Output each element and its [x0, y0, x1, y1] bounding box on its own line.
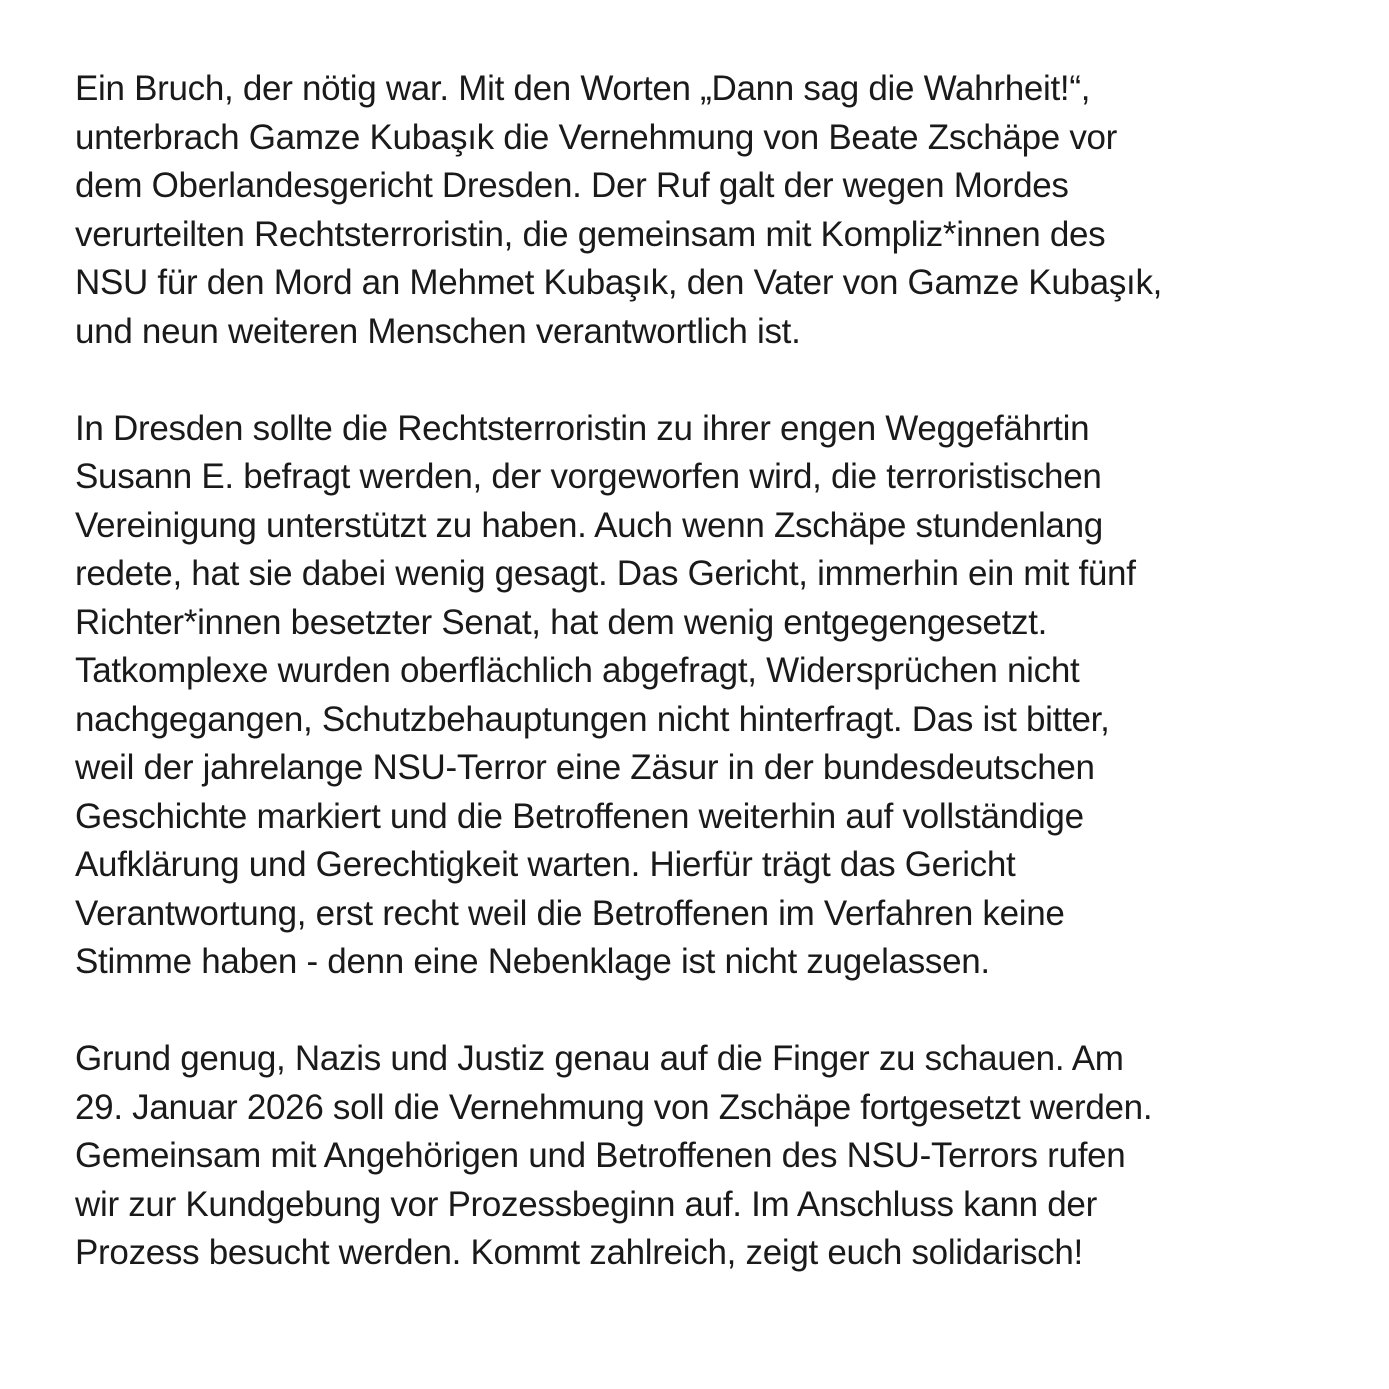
- text-line: redete, hat sie dabei wenig gesagt. Das Gericht, immerhin ein mit fünf: [75, 554, 1136, 593]
- text-line: 29. Januar 2026 soll die Vernehmung von Zschäpe fortgesetzt werden.: [75, 1087, 1153, 1127]
- text-line: Geschichte markiert und die Betroffenen weiterhin auf vollständige: [75, 796, 1084, 836]
- text-line: Gemeinsam mit Angehörigen und Betroffenen des NSU-Terrors rufen: [75, 1136, 1126, 1175]
- text-line: Ein Bruch, der nötig war. Mit den Worten „Dann sag die Wahrheit!“,: [75, 69, 1091, 108]
- text-line: Vereinigung unterstützt zu haben. Auch wenn Zschäpe stundenlang: [75, 505, 1103, 545]
- text-line: Prozess besucht werden. Kommt zahlreich, zeigt euch solidarisch!: [75, 1233, 1083, 1272]
- text-line: NSU für den Mord an Mehmet Kubaşık, den Vater von Gamze Kubaşık,: [75, 263, 1163, 302]
- text-line: Richter*innen besetzter Senat, hat dem wenig entgegengesetzt.: [75, 602, 1048, 642]
- text-line: Susann E. befragt werden, der vorgeworfen wird, die terroristischen: [75, 457, 1102, 496]
- text-line: wir zur Kundgebung vor Prozessbeginn auf. Im Anschluss kann der: [75, 1184, 1097, 1224]
- paragraph-court-hearing: [75, 405, 1325, 987]
- text-line: Aufklärung und Gerechtigkeit warten. Hierfür trägt das Gericht: [75, 845, 1016, 884]
- text-line: Tatkomplexe wurden oberflächlich abgefragt, Widersprüchen nicht: [75, 651, 1080, 690]
- text-line: und neun weiteren Menschen verantwortlich ist.: [75, 311, 801, 351]
- text-line: Stimme haben - denn eine Nebenklage ist nicht zugelassen.: [75, 942, 990, 981]
- text-line: Verantwortung, erst recht weil die Betroffenen im Verfahren keine: [75, 893, 1065, 933]
- text-document: [75, 65, 1325, 1326]
- paragraph-intro: [75, 65, 1325, 356]
- paragraph-call-to-action: [75, 1035, 1325, 1278]
- text-line: verurteilten Rechtsterroristin, die gemeinsam mit Kompliz*innen des: [75, 214, 1106, 254]
- text-line: Grund genug, Nazis und Justiz genau auf die Finger zu schauen. Am: [75, 1039, 1124, 1078]
- text-line: weil der jahrelange NSU-Terror eine Zäsur in der bundesdeutschen: [75, 748, 1095, 787]
- text-line: nachgegangen, Schutzbehauptungen nicht hinterfragt. Das ist bitter,: [75, 699, 1110, 739]
- text-line: In Dresden sollte die Rechtsterroristin zu ihrer engen Weggefährtin: [75, 408, 1090, 448]
- text-line: dem Oberlandesgericht Dresden. Der Ruf galt der wegen Mordes: [75, 166, 1069, 205]
- text-line: unterbrach Gamze Kubaşık die Vernehmung von Beate Zschäpe vor: [75, 117, 1118, 157]
